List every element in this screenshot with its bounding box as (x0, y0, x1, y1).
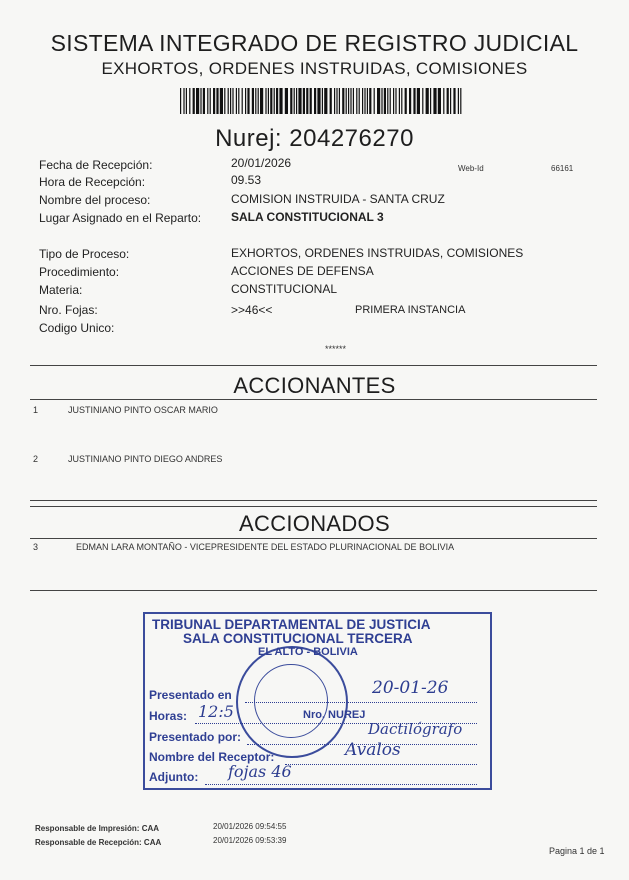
barcode-bar (356, 88, 357, 114)
barcode-bar (447, 88, 449, 114)
barcode-bar (377, 88, 380, 114)
hora-value: 09.53 (231, 173, 262, 187)
handwritten-presenter: Dactilógrafo (368, 720, 463, 738)
barcode (180, 88, 462, 114)
stamp-field-line (285, 764, 477, 765)
materia-label: Materia: (39, 283, 83, 297)
stamp-field-line (245, 702, 477, 703)
nurej-value: 204276270 (289, 125, 414, 152)
barcode-bar (317, 88, 320, 114)
barcode-bar (322, 88, 323, 114)
barcode-bar (186, 88, 187, 114)
barcode-bar (314, 88, 316, 114)
webid-value: 66161 (551, 164, 574, 173)
footer-impresion-label: Responsable de Impresión: CAA (35, 824, 160, 833)
barcode-bar (210, 88, 211, 114)
footer-impresion-value: 20/01/2026 09:54:55 (213, 822, 287, 831)
divider (30, 506, 597, 507)
footer-recepcion-value: 20/01/2026 09:53:39 (213, 836, 287, 845)
barcode-bar (443, 88, 444, 114)
accionantes-title: ACCIONANTES (233, 373, 396, 398)
divider (30, 365, 597, 366)
stamp-presentado-por-label: Presentado por: (149, 730, 242, 744)
fecha-value: 20/01/2026 (231, 156, 292, 170)
barcode-bar (417, 88, 420, 114)
barcode-bar (364, 88, 365, 114)
fecha-label: Fecha de Recepción: (39, 158, 153, 172)
barcode-bar (350, 88, 351, 114)
barcode-bar (369, 88, 371, 114)
barcode-bar (387, 88, 388, 114)
barcode-bar (200, 88, 201, 114)
instancia-value: PRIMERA INSTANCIA (355, 304, 466, 316)
barcode-bar (342, 88, 344, 114)
procedimiento-label: Procedimiento: (39, 265, 120, 279)
barcode-bar (265, 88, 266, 114)
barcode-bar (220, 88, 223, 114)
barcode-bar (374, 88, 375, 114)
stamp-line-2: SALA CONSTITUCIONAL TERCERA (183, 631, 413, 646)
handwritten-attachment: fojas 46 (228, 762, 292, 781)
barcode-bar (213, 88, 215, 114)
barcode-bar (384, 88, 386, 114)
barcode-bar (401, 88, 402, 114)
handwritten-time: 12:5 (198, 702, 234, 721)
tipo-proceso-label: Tipo de Proceso: (39, 247, 130, 261)
handwritten-date: 20-01-26 (372, 678, 449, 698)
barcode-bar (324, 88, 327, 114)
barcode-bar (180, 88, 181, 114)
nombre-proceso-label: Nombre del proceso: (39, 193, 151, 207)
divider (30, 538, 597, 539)
barcode-bar (334, 88, 335, 114)
stamp-nurej-label: Nro. NUREJ (303, 709, 366, 721)
stamp-line-3: EL ALTO - BOLIVIA (258, 646, 358, 658)
barcode-bar (228, 88, 229, 114)
barcode-bar (276, 88, 278, 114)
barcode-bar (306, 88, 308, 114)
stamp-presentado-label: Presentado en (149, 688, 232, 702)
barcode-bar (245, 88, 246, 114)
barcode-bar (426, 88, 429, 114)
barcode-bar (242, 88, 243, 114)
stamp-field-line (205, 784, 477, 785)
barcode-bar (303, 88, 305, 114)
document-title: SISTEMA INTEGRADO DE REGISTRO JUDICIAL (50, 30, 579, 56)
divider (30, 590, 597, 591)
barcode-bar (247, 88, 249, 114)
barcode-bar (207, 88, 208, 114)
codigo-unico-value: ****** (325, 344, 347, 354)
list-item: JUSTINIANO PINTO OSCAR MARIO (68, 405, 218, 415)
barcode-bar (290, 88, 292, 114)
hora-label: Hora de Recepción: (39, 175, 146, 189)
barcode-bar (405, 88, 407, 114)
handwritten-receptor: Avalos (345, 740, 401, 760)
document-subtitle: EXHORTOS, ORDENES INSTRUIDAS, COMISIONES (101, 59, 528, 78)
list-item-number: 2 (33, 454, 39, 464)
barcode-bar (252, 88, 254, 114)
barcode-bar (393, 88, 394, 114)
barcode-bar (268, 88, 269, 114)
barcode-bar (274, 88, 275, 114)
nurej-label: Nurej: (215, 125, 283, 152)
barcode-bar (238, 88, 239, 114)
barcode-bar (390, 88, 391, 114)
barcode-bar (339, 88, 340, 114)
barcode-bar (260, 88, 263, 114)
webid-label: Web-Id (458, 164, 484, 173)
barcode-bar (296, 88, 297, 114)
barcode-bar (399, 88, 400, 114)
barcode-bar (453, 88, 455, 114)
lugar-label: Lugar Asignado en el Reparto: (39, 211, 202, 225)
codigo-unico-label: Codigo Unico: (39, 321, 115, 335)
barcode-bar (279, 88, 282, 114)
barcode-bar (367, 88, 368, 114)
nombre-proceso-value: COMISION INSTRUIDA - SANTA CRUZ (231, 192, 445, 206)
materia-value: CONSTITUCIONAL (231, 282, 338, 296)
barcode-bar (330, 88, 332, 114)
nurej-line (0, 125, 629, 153)
court-seal-inner (254, 664, 328, 738)
stamp-horas-label: Horas: (149, 709, 188, 723)
barcode-bar (193, 88, 195, 114)
barcode-bar (438, 88, 441, 114)
page-number: Pagina 1 de 1 (549, 846, 605, 856)
barcode-bar (196, 88, 199, 114)
divider (30, 399, 597, 400)
stamp-line-1: TRIBUNAL DEPARTAMENTAL DE JUSTICIA (152, 617, 431, 632)
barcode-bar (203, 88, 205, 114)
stamp-adjunto-label: Adjunto: (149, 770, 199, 784)
lugar-value: SALA CONSTITUCIONAL 3 (231, 210, 384, 224)
list-item-number: 3 (33, 542, 39, 552)
barcode-bar (258, 88, 259, 114)
barcode-bar (224, 88, 225, 114)
barcode-bar (413, 88, 415, 114)
barcode-bar (270, 88, 272, 114)
stamp-receptor-label: Nombre del Receptor: (149, 750, 275, 764)
barcode-bar (232, 88, 233, 114)
barcode-bar (381, 88, 382, 114)
barcode-bar (310, 88, 312, 114)
barcode-bar (450, 88, 451, 114)
barcode-bar (183, 88, 184, 114)
barcode-bar (216, 88, 218, 114)
barcode-bar (346, 88, 347, 114)
tipo-proceso-value: EXHORTOS, ORDENES INSTRUIDAS, COMISIONES (231, 246, 524, 260)
list-item: EDMAN LARA MONTAÑO - VICEPRESIDENTE DEL ESTADO PLURINACIONAL DE BOLIVIA (76, 542, 455, 552)
accionados-title: ACCIONADOS (239, 511, 390, 536)
divider (30, 500, 597, 501)
barcode-bar (255, 88, 256, 114)
barcode-bar (336, 88, 337, 114)
barcode-bar (348, 88, 349, 114)
fojas-value: >>46<< (231, 303, 273, 317)
barcode-bar (430, 88, 431, 114)
barcode-bar (409, 88, 411, 114)
barcode-bar (458, 88, 459, 114)
barcode-bar (230, 88, 231, 114)
barcode-bar (359, 88, 360, 114)
barcode-bar (460, 88, 461, 114)
fojas-label: Nro. Fojas: (39, 303, 98, 317)
list-item: JUSTINIANO PINTO DIEGO ANDRES (68, 454, 223, 464)
barcode-bar (353, 88, 354, 114)
barcode-bar (395, 88, 396, 114)
barcode-bar (433, 88, 436, 114)
barcode-bar (298, 88, 301, 114)
barcode-bar (294, 88, 295, 114)
barcode-bar (422, 88, 423, 114)
barcode-bar (285, 88, 288, 114)
procedimiento-value: ACCIONES DE DEFENSA (231, 264, 374, 278)
barcode-bar (362, 88, 363, 114)
barcode-bar (189, 88, 190, 114)
list-item-number: 1 (33, 405, 39, 415)
barcode-bar (236, 88, 237, 114)
footer-recepcion-label: Responsable de Recepción: CAA (35, 838, 162, 847)
